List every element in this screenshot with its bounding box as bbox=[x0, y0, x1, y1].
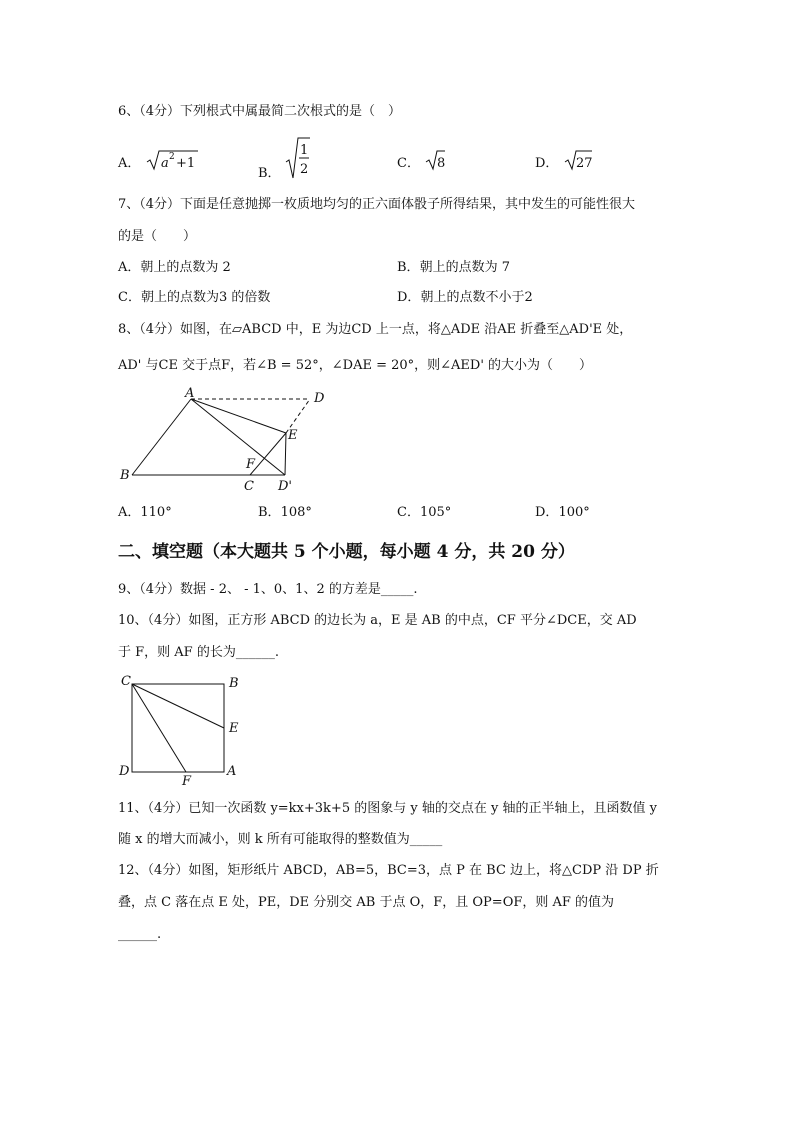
svg-text:a: a bbox=[160, 156, 169, 171]
q8-option-c-letter: C． bbox=[397, 505, 420, 520]
q6-option-d-letter: D． bbox=[535, 156, 559, 171]
q7-option-a bbox=[118, 258, 231, 278]
q7-option-b-letter: B． bbox=[397, 260, 420, 275]
q10-stem-line2: 于 F，则 AF 的长为______. bbox=[118, 645, 279, 660]
q8-stem-line1: 8、（4分）如图，在▱ABCD 中，E 为边CD 上一点，将△ADE 沿AE 折叠至△AD'E 处， bbox=[118, 322, 633, 337]
q8-option-b-value: 108° bbox=[280, 505, 312, 520]
q7-option-b-text: 朝上的点数为 7 bbox=[419, 260, 510, 275]
q10-stem-line1: 10、（4分）如图，正方形 ABCD 的边长为 a，E 是 AB 的中点，CF 平分∠DCE，交 AD bbox=[118, 613, 637, 628]
q12-stem-line3: ______. bbox=[118, 927, 162, 942]
q8-label-d: D bbox=[314, 391, 325, 406]
q6-option-b-letter: B． bbox=[258, 166, 281, 181]
q8-option-a-value: 110° bbox=[140, 505, 172, 520]
sqrt-8 bbox=[424, 148, 446, 179]
q8-label-d-prime: D' bbox=[278, 479, 292, 494]
svg-text:2: 2 bbox=[299, 162, 308, 177]
q8-label-b: B bbox=[120, 468, 130, 483]
q11-stem-line1: 11、（4分）已知一次函数 y=kx+3k+5 的图象与 y 轴的交点在 y 轴的正半轴上，且函数值 y bbox=[118, 801, 657, 816]
q8-option-d-value: 100° bbox=[558, 505, 590, 520]
sqrt-a2-plus-1 bbox=[145, 148, 199, 179]
q8-label-e: E bbox=[288, 428, 298, 443]
q6-option-a bbox=[118, 148, 199, 179]
q7-stem-line2: 的是（ ） bbox=[118, 229, 197, 244]
q7-option-c-letter: C． bbox=[118, 290, 141, 305]
q8-option-a bbox=[118, 503, 172, 523]
q6-option-c bbox=[397, 148, 446, 179]
q8-stem-line2: AD' 与CE 交于点F，若∠B = 52°，∠DAE = 20°，则∠AED' 的大小为（ ） bbox=[118, 358, 593, 373]
q7-option-a-letter: A． bbox=[118, 260, 141, 275]
q6-option-b bbox=[258, 136, 311, 187]
q7-stem-line1: 7、（4分）下面是任意抛掷一枚质地均匀的正六面体骰子所得结果，其中发生的可能性很大 bbox=[118, 197, 636, 212]
q6-stem: 6、（4分）下列根式中属最简二次根式的是（ ） bbox=[118, 104, 402, 119]
q12-stem-line2: 叠，点 C 落在点 E 处，PE，DE 分别交 AB 于点 O，F，且 OP=OF，则 AF 的值为 bbox=[118, 895, 615, 910]
q10-label-c: C bbox=[121, 674, 131, 689]
q6-option-c-letter: C． bbox=[397, 156, 420, 171]
q12-stem-line1: 12、（4分）如图，矩形纸片 ABCD，AB=5，BC=3，点 P 在 BC 边上，将△CDP 沿 DP 折 bbox=[118, 863, 659, 878]
sqrt-one-half bbox=[285, 136, 311, 187]
q10-square-figure bbox=[112, 672, 252, 792]
q7-option-b bbox=[397, 258, 510, 278]
svg-text:+1: +1 bbox=[175, 156, 195, 171]
q8-option-b bbox=[258, 503, 312, 523]
svg-text:8: 8 bbox=[437, 156, 446, 171]
q9-stem: 9、（4分）数据 - 2、 - 1、0、1、2 的方差是_____. bbox=[118, 582, 418, 597]
q7-option-a-text: 朝上的点数为 2 bbox=[140, 260, 231, 275]
q8-option-c-value: 105° bbox=[419, 505, 452, 520]
q8-label-a: A bbox=[185, 386, 195, 401]
q8-option-a-letter: A． bbox=[118, 505, 141, 520]
q7-option-d-letter: D． bbox=[397, 290, 421, 305]
q7-option-c-text: 朝上的点数为3 的倍数 bbox=[140, 290, 271, 305]
sqrt-27 bbox=[563, 148, 593, 179]
q8-option-b-letter: B． bbox=[258, 505, 281, 520]
svg-text:1: 1 bbox=[299, 143, 308, 158]
svg-text:2: 2 bbox=[168, 152, 175, 162]
q11-stem-line2: 随 x 的增大而减小，则 k 所有可能取得的整数值为_____ bbox=[118, 832, 443, 847]
q7-option-c bbox=[118, 288, 270, 308]
q10-label-d: D bbox=[119, 764, 130, 779]
q6-option-a-letter: A． bbox=[118, 156, 141, 171]
section-heading: 二、填空题（本大题共 5 个小题，每小题 4 分，共 20 分） bbox=[118, 542, 575, 562]
q7-option-d-text: 朝上的点数不小于2 bbox=[420, 290, 533, 305]
q8-option-d bbox=[535, 503, 590, 523]
svg-text:27: 27 bbox=[575, 156, 593, 171]
q6-option-d bbox=[535, 148, 593, 179]
q8-label-f: F bbox=[246, 457, 256, 472]
q8-label-c: C bbox=[244, 479, 254, 494]
q10-label-b: B bbox=[229, 676, 239, 691]
q10-label-e: E bbox=[229, 721, 239, 736]
q8-option-c bbox=[397, 503, 451, 523]
q7-option-d bbox=[397, 288, 533, 308]
q8-option-d-letter: D． bbox=[535, 505, 559, 520]
q8-parallelogram-figure bbox=[110, 385, 340, 495]
q10-label-a: A bbox=[227, 764, 237, 779]
q10-label-f: F bbox=[182, 774, 192, 789]
